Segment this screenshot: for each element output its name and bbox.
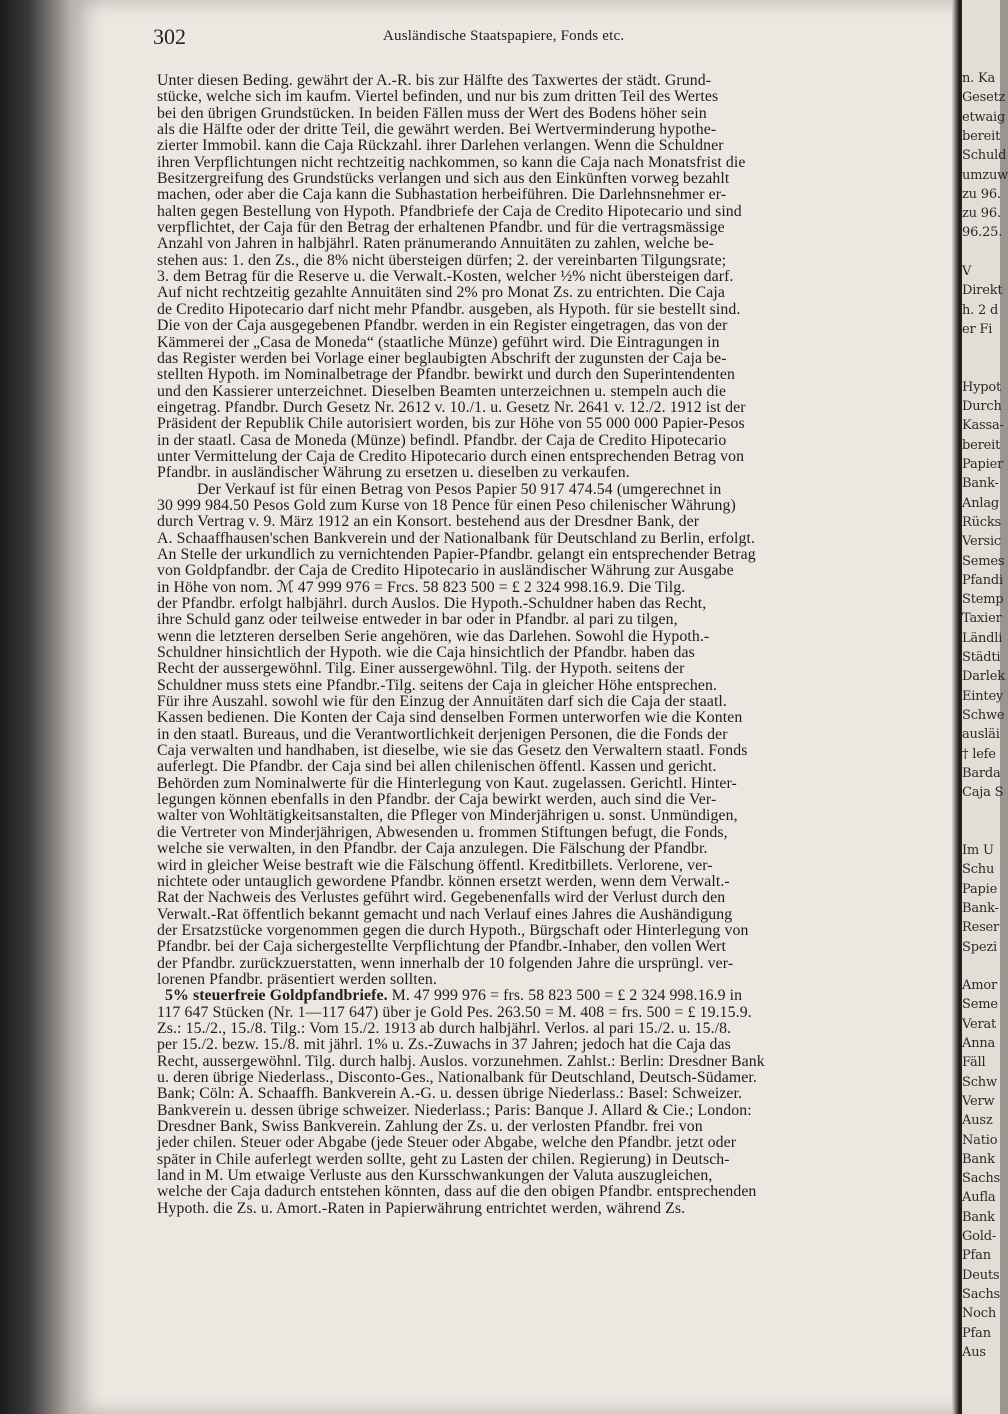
text-line: wenn die letzteren derselben Serie angehören, wie das Darlehen. Sowohl die Hypoth.- [157, 627, 710, 645]
text-line: in den staatl. Bureaus, und die Verantwortlichkeit derjenigen Personen, die die Fonds der [157, 725, 728, 743]
facing-page-fragment: Bank- [962, 900, 999, 916]
text-line: das Register werden bei Vorlage einer beglaubigten Abschrift der zugunsten der Caja be- [157, 349, 727, 367]
text-line: Auf nicht rechtzeitig gezahlte Annuitäten sind 2% pro Monat Zs. zu entrichten. Die Caja [157, 284, 725, 302]
facing-page-fragment: Noch [962, 1306, 997, 1322]
text-line: Unter diesen Beding. gewährt der A.-R. bis zur Hälfte des Taxwertes der städt. Grund- [157, 72, 712, 89]
text-line: land in M. Um etwaige Verluste aus den Kursschwankungen der Valuta auszugleichen, [157, 1167, 713, 1185]
text-line: zierter Immobil. kann die Caja Rückzahl. ihrer Darlehen verlangen. Wenn die Schuldner [157, 137, 724, 155]
facing-page-fragment: Verat [962, 1016, 997, 1032]
text-line: Kämmerei der „Casa de Moneda“ (staatliche Münze) geführt wird. Die Eintragungen in [157, 333, 720, 351]
facing-page-fragment: h. 2 d [962, 302, 999, 318]
text-line: stehen aus: 1. den Zs., die 8% nicht übersteigen dürfen; 2. der vereinbarten Tilgungsrate; [157, 251, 727, 269]
facing-page-fragment: Amor [962, 978, 997, 994]
facing-page-strip [962, 0, 1008, 1414]
text-line: der Pfandbr. erfolgt halbjährl. durch Auslos. Die Hypoth.-Schuldner haben das Recht, [157, 595, 707, 612]
text-line: unter Vermittelung der Caja de Credito Hipotecario durch einen entsprechenden Betrag von [157, 447, 745, 465]
text-line: 30 999 984.50 Pesos Gold zum Kurse von 18 Pence für einen Peso chilenischer Währung) [157, 496, 736, 514]
paragraph-sale-terms [157, 482, 947, 989]
text-line: Zs.: 15./2., 15./8. Tilg.: Vom 15./2. 1913 ab durch halbjährl. Verlos. al pari 15./2. u. 15./8. [157, 1019, 732, 1037]
text-line: ihre Schuld ganz oder teilweise entweder in bar oder in Pfandbr. al pari zu tilgen, [157, 611, 678, 629]
text-line: der Ersatzstücke vorgenommen gegen die durch Hypoth., Bürgschaft oder Hinterlegung von [157, 921, 749, 939]
facing-page-fragment: umzuw [962, 167, 1008, 183]
facing-page-fragment: etwaig [962, 109, 1006, 125]
facing-page-fragment: n. Ka [962, 71, 996, 86]
facing-page-fragment: Schw [962, 1074, 997, 1090]
facing-page-fragment: Bank- [962, 476, 999, 492]
facing-page-fragment: Caja S [962, 785, 1004, 801]
paragraph-collateral-terms [157, 73, 947, 482]
page-number: 302 [153, 24, 186, 49]
text-line: Anzahl von Jahren in halbjährl. Raten pränumerando Annuitäten zu zahlen, welche be- [157, 235, 715, 253]
text-line: halten gegen Bestellung von Hypoth. Pfandbriefe der Caja de Credito Hipotecario und sind [157, 202, 742, 220]
facing-page-fragment: Sachs [962, 1286, 1000, 1302]
facing-page-fragment: Schwe [962, 707, 1005, 723]
text-line: Pfandbr. bei der Caja sichergestellte Verpflichtung der Pfandbr.-Inhaber, den vollen Wert [157, 938, 726, 956]
facing-page-fragment: Anna [962, 1036, 996, 1051]
facing-page-fragment: Seme [962, 997, 998, 1013]
facing-page-fragment: Pfan [962, 1248, 991, 1264]
text-line: Bankverein u. dessen übrige schweizer. Niederlass.; Paris: Banque J. Allard & Cie.; London: [157, 1101, 752, 1119]
text-line: auferlegt. Die Pfandbr. der Caja sind bei allen chilenischen öffentl. Kassen und gericht. [157, 758, 717, 776]
facing-page-fragment: Anlag [962, 495, 999, 511]
section-heading-line [157, 988, 947, 1004]
text-line: 3. dem Betrag für die Reserve u. die Verwalt.-Kosten, welcher ½% nicht übersteigen darf. [157, 268, 734, 286]
text-line: Pfandbr. in ausländischer Währung zu ersetzen u. dieselben zu verkaufen. [157, 464, 630, 482]
facing-page-fragment: Bank [962, 1151, 995, 1167]
text-line: Verwalt.-Rat öffentlich bekannt gemacht und nach Verlauf eines Jahres die Aushändigung [157, 905, 733, 923]
text-line: Dresdner Bank, Swiss Bankverein. Zahlung der Zs. u. der verlosten Pfandbr. frei von [157, 1118, 703, 1135]
facing-page-fragment: Kassa- [962, 418, 1004, 434]
facing-page-fragment: Fäll [962, 1055, 986, 1071]
facing-page-fragment: Semes [962, 553, 1005, 569]
text-line: der Pfandbr. zurückzuerstatten, wenn innerhalb der 10 folgenden Jahre die ursprüngl. ver- [157, 954, 734, 972]
text-line: verpflichtet, der Caja für den Betrag der erhaltenen Pfandbr. und für die vertragsmässige [157, 219, 725, 237]
text-line: Caja verwalten und handhaben, ist dieselbe, wie sie das Gesetz den Verwaltern staatl. Fonds [157, 742, 748, 760]
text-line: Recht der aussergewöhnl. Tilg. Einer aussergewöhnl. Tilg. der Hypoth. seitens der [157, 660, 685, 678]
facing-page-fragment: Spezi [962, 939, 997, 955]
text-line: Behörden zum Nominalwerte für die Hinterlegung von Kaut. zugelassen. Gerichtl. Hinter- [157, 774, 737, 792]
facing-page-fragment: Stemp [962, 592, 1004, 608]
text-line: Bank; Cöln: A. Schaaffh. Bankverein A.-G. u. dessen übrige Niederlass.: Basel: Schweizer. [157, 1085, 743, 1103]
facing-page-fragment: Hypot [962, 379, 1002, 395]
facing-page-fragment: Pfandi [962, 572, 1003, 588]
facing-page-fragment: Deuts [962, 1267, 1000, 1283]
text-line: Recht, aussergewöhnl. Tilg. durch halbj. Auslos. vorzunehmen. Zahlst.: Berlin: Dresdner Bank [157, 1052, 765, 1070]
text-line: welche der Caja dadurch entstehen könnten, dass auf die den obigen Pfandbr. entsprechenden [157, 1183, 757, 1201]
facing-page-fragment: Aufla [962, 1190, 996, 1206]
text-line: Für ihre Auszahl. sowohl wie für den Einzug der Annuitäten darf sich die Caja der staatl. [157, 693, 727, 711]
facing-page-fragment: Eintey [962, 688, 1004, 704]
facing-page-fragment: Darlek [962, 669, 1005, 685]
facing-page-fragment: bereit [962, 437, 1001, 453]
section-heading-rest: M. 47 999 976 = frs. 58 823 500 = £ 2 324 998.16.9 in [391, 987, 743, 1005]
text-line: Hypoth. die Zs. u. Amort.-Raten in Papierwährung entrichtet werden, während Zs. [157, 1199, 686, 1217]
facing-page-fragment: Gold- [962, 1229, 997, 1244]
text-line: walter von Wohltätigkeitsanstalten, die Pfleger von Minderjährigen u. sonst. Unmündigen, [157, 807, 738, 825]
facing-page-fragment: Bank [962, 1209, 995, 1225]
facing-page-fragment: Taxier [962, 611, 1002, 627]
facing-page-fragment: zu 96. [962, 206, 1001, 222]
facing-page-fragment: Papie [962, 881, 998, 897]
running-title: Ausländische Staatspapiere, Fonds etc. [383, 28, 625, 44]
text-line: per 15./2. bezw. 15./8. mit jährl. 1% u. Zs.-Zuwachs in 37 Jahren; jedoch hat die Caja das [157, 1036, 731, 1054]
facing-page-fragment: Städti [962, 650, 1001, 665]
facing-page-fragment: Versic [962, 534, 1002, 550]
text-line: ihren Verpflichtungen nicht rechtzeitig nachkommen, so kann die Caja nach Monatsfrist die [157, 153, 746, 171]
text-line: Schuldner muss stets eine Pfandbr.-Tilg. seitens der Caja in gleicher Höhe entsprechen. [157, 676, 718, 694]
facing-page-fragment: Aus [962, 1344, 986, 1360]
facing-page-fragment: † lefe [962, 746, 996, 762]
text-line: in Höhe von nom. ℳ 47 999 976 = Frcs. 58 823 500 = £ 2 324 998.16.9. Die Tilg. [157, 578, 686, 596]
text-line: stellten Hypoth. im Nominalbetrage der Pfandbr. bewirkt und durch den Superintendenten [157, 366, 736, 384]
book-left-edge [0, 0, 72, 1414]
facing-page-fragment: Ausz [962, 1113, 993, 1129]
body-text [157, 73, 947, 1217]
facing-page-fragment: Papier [962, 457, 1004, 472]
facing-page-fragment: 96.25. [962, 225, 1003, 241]
facing-page-fragment: Reser [962, 920, 1000, 936]
text-line: de Credito Hipotecario darf nicht mehr Pfandbr. ausgeben, als Hypoth. für sie bestellt sind. [157, 300, 741, 318]
text-line: bei den übrigen Grundstücken. In beiden Fällen muss der Wert des Bodens höher sein [157, 104, 707, 122]
facing-page-fragment: V [962, 264, 972, 279]
text-line: als die Hälfte oder der dritte Teil, die gewährt werden. Bei Wertverminderung hypothe- [157, 121, 717, 139]
text-line: die Vertreter von Minderjährigen, Abwesenden u. frommen Stiftungen befugt, die Fonds, [157, 823, 728, 841]
text-line: machen, oder aber die Caja kann die Subhastation herbeiführen. Die Darlehnsnehmer er- [157, 186, 727, 204]
text-line: An Stelle der urkundlich zu vernichtenden Papier-Pfandbr. gelangt ein entsprechender Betrag [157, 545, 756, 563]
facing-page-fragment: Durch [962, 399, 1002, 415]
facing-page-fragment: Natio [962, 1132, 998, 1148]
facing-page-fragment: Rücks [962, 514, 1001, 530]
text-line: durch Vertrag v. 9. März 1912 an ein Konsort. bestehend aus der Dresdner Bank, der [157, 513, 700, 531]
text-line: später in Chile auferlegt werden sollte, geht zu Lasten der chilen. Regierung) in Deutsch- [157, 1150, 730, 1168]
text-line: Die von der Caja ausgegebenen Pfandbr. werden in ein Register eingetragen, das von der [157, 317, 728, 335]
facing-page-fragment: Sachs [962, 1171, 1000, 1187]
facing-page-fragment: Barda [962, 765, 1001, 781]
text-line: Schuldner hinsichtlich der Hypoth. wie die Caja hinsichtlich der Pfandbr. haben das [157, 644, 695, 662]
text-line: nichtete oder untauglich gewordene Pfandbr. können ersetzt werden, wenn dem Verwalt.- [157, 872, 730, 890]
text-line: wird in gleicher Weise bestraft wie die Fälschung öffentl. Kreditbillets. Verlorene, ver- [157, 856, 713, 874]
facing-page-fragment: Verw [962, 1093, 995, 1109]
text-line: stücke, welche sich im kaufm. Viertel befinden, und nur bis zum dritten Teil des Wertes [157, 88, 719, 106]
facing-page-fragment: bereit [962, 128, 1001, 144]
paragraph-gold-bond-details [157, 1005, 947, 1217]
text-line: in der staatl. Casa de Moneda (Münze) befindl. Pfandbr. der Caja de Credito Hipotecario [157, 431, 727, 449]
text-line: welche sie verwalten, in den Pfandbr. der Caja anzulegen. Die Fälschung der Pfandbr. [157, 840, 708, 858]
facing-page-fragment: Ländli [962, 630, 1003, 646]
section-heading: 5% steuerfreie Goldpfandbriefe. [165, 987, 388, 1005]
page-header [153, 24, 948, 50]
text-line: eingetrag. Pfandbr. Durch Gesetz Nr. 2612 v. 10./1. u. Gesetz Nr. 2641 v. 12./2. 1912 ist der [157, 398, 746, 416]
text-line: Der Verkauf ist für einen Betrag von Pesos Papier 50 917 474.54 (umgerechnet in [197, 480, 722, 498]
facing-page-fragment: Schu [962, 862, 995, 878]
text-line: jeder chilen. Steuer oder Abgabe (jede Steuer oder Abgabe, welche den Pfandbr. jetzt oder [157, 1134, 737, 1152]
text-line: von Goldpfandbr. der Caja de Credito Hipotecario in ausländischer Währung zur Ausgabe [157, 562, 734, 580]
text-line: A. Schaaffhausen'schen Bankverein und der Nationalbank für Deutschland zu Berlin, erfolgt. [157, 529, 756, 547]
facing-page-fragment: er Fi [962, 321, 993, 337]
text-line: Besitzergreifung des Grundstücks verlangen und sich aus den Einkünften vorweg bezahlt [157, 170, 730, 188]
text-line: Rat der Nachweis des Verlustes geführt wird. Gegebenenfalls wird der Verlust durch den [157, 889, 726, 907]
facing-page-fragment: Direkt [962, 283, 1003, 299]
text-line: legungen können ebenfalls in den Pfandbr. der Caja bewirkt werden, auch sind die Ver- [157, 791, 717, 809]
text-line: 117 647 Stücken (Nr. 1—117 647) über je Gold Pes. 263.50 = M. 408 = frs. 500 = £ 19.15.9. [157, 1003, 752, 1021]
text-line: lorenen Pfandbr. präsentiert werden sollten. [157, 970, 437, 988]
facing-page-fragment: Gesetz [962, 90, 1006, 106]
facing-page-fragment: ausläi [962, 727, 1000, 743]
facing-page-fragment: Pfan [962, 1325, 991, 1341]
facing-page-fragment: zu 96. [962, 186, 1001, 202]
facing-page-fragment: Schuld [962, 148, 1007, 164]
facing-page-fragment: Im U [962, 843, 994, 858]
text-line: und den Kassierer unterzeichnet. Dieselben Beamten unterzeichnen u. stempeln auch die [157, 382, 727, 400]
text-line: u. deren übrige Niederlass., Disconto-Ges., Nationalbank für Deutschland, Deutsch-Südamer. [157, 1068, 757, 1086]
text-line: Kassen bedienen. Die Konten der Caja sind denselben Formen unterworfen wie die Konten [157, 709, 743, 727]
text-line: Präsident der Republik Chile autorisiert worden, bis zur Höhe von 55 000 000 Papier-Pesos [157, 415, 745, 433]
